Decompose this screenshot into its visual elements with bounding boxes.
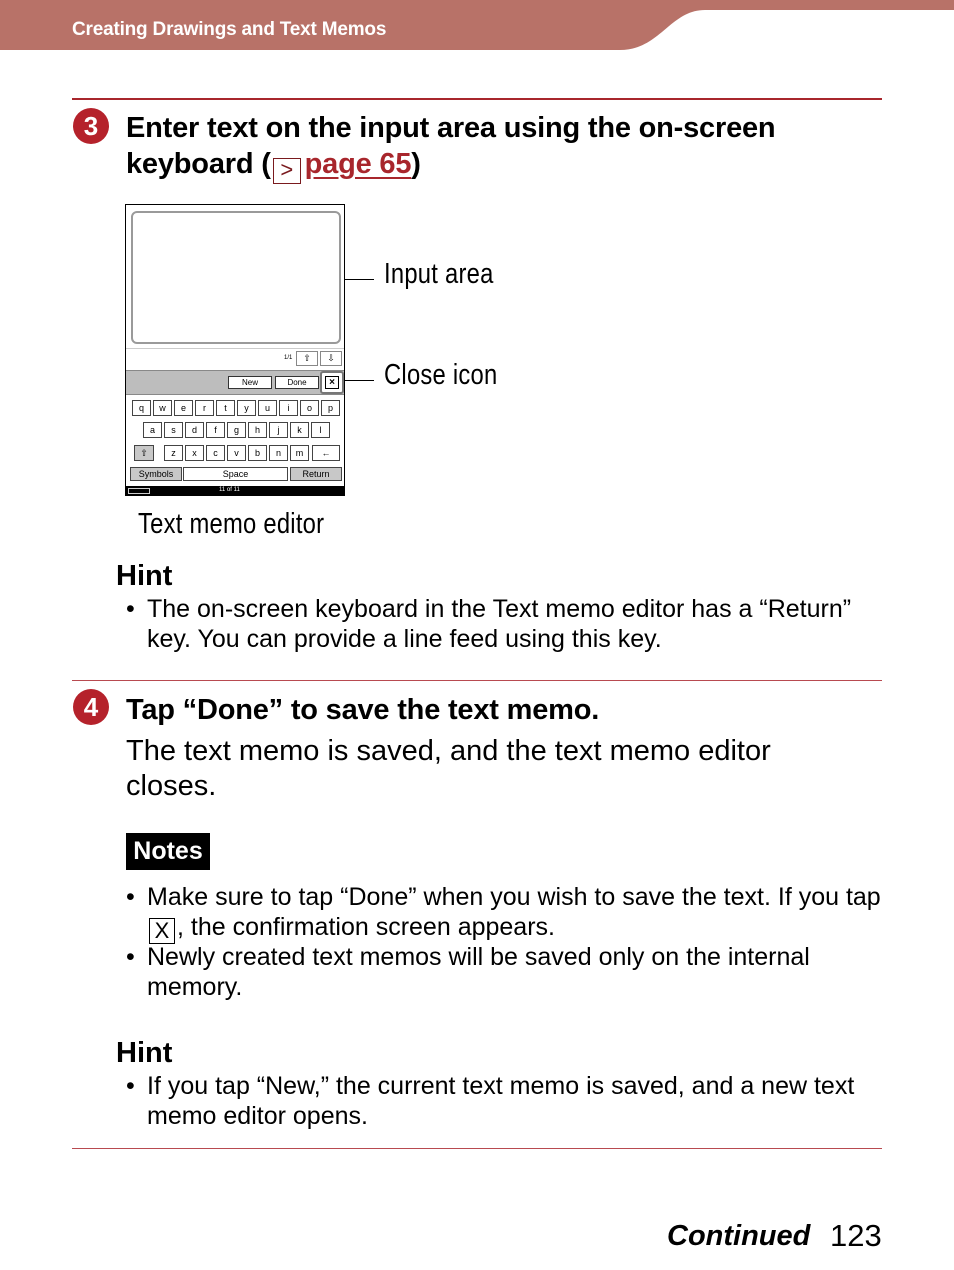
notes-bullet-2-text: Newly created text memos will be saved only on the internal memory. (147, 943, 810, 1001)
header-title: Creating Drawings and Text Memos (72, 19, 387, 40)
page-down-icon[interactable]: ⇩ (320, 351, 342, 366)
notes-badge: Notes (126, 833, 210, 870)
done-button[interactable]: Done (275, 376, 319, 389)
key-v[interactable]: v (227, 445, 246, 461)
key-s[interactable]: s (164, 422, 183, 438)
key-q[interactable]: q (132, 400, 151, 416)
hint-bullet-text: The on-screen keyboard in the Text memo editor has a “Return” key. You can provide a line feed using this key. (147, 595, 852, 653)
backspace-key-icon[interactable]: ← (312, 445, 340, 461)
page-number: 123 (830, 1218, 882, 1253)
page-up-icon[interactable]: ⇧ (296, 351, 318, 366)
key-h[interactable]: h (248, 422, 267, 438)
step-3-title-post: ) (411, 148, 421, 180)
bullet-dot-icon: • (126, 943, 135, 971)
battery-icon (128, 488, 150, 494)
step-4-title: Tap “Done” to save the text memo. (126, 694, 600, 726)
status-bar (126, 486, 344, 495)
hint-heading: Hint (116, 560, 173, 592)
paging-indicator: 1/1 (284, 355, 293, 361)
key-i[interactable]: i (279, 400, 298, 416)
page-65-link[interactable]: page 65 (304, 148, 412, 180)
continued-label: Continued (667, 1220, 811, 1252)
paging-bar (126, 348, 344, 371)
key-k[interactable]: k (290, 422, 309, 438)
key-d[interactable]: d (185, 422, 204, 438)
bullet-dot-icon: • (126, 1072, 135, 1100)
text-memo-editor-screenshot (125, 204, 345, 496)
section-rule (72, 98, 882, 100)
hint-bullet (126, 1071, 886, 1131)
hint-bullet (126, 594, 886, 654)
key-w[interactable]: w (153, 400, 172, 416)
step-3-title-pre: keyboard ( (126, 148, 271, 180)
key-j[interactable]: j (269, 422, 288, 438)
key-c[interactable]: c (206, 445, 225, 461)
status-page: 11 of 11 (219, 487, 240, 493)
close-icon[interactable] (320, 371, 344, 394)
shift-key-icon[interactable]: ⇧ (134, 445, 154, 461)
step-3-badge: 3 (73, 108, 109, 144)
step-4-badge: 4 (73, 689, 109, 725)
close-icon-callout-line (344, 380, 374, 381)
notes-bullet-1-text-pre: Make sure to tap “Done” when you wish to save the text. If you tap (147, 883, 881, 911)
key-f[interactable]: f (206, 422, 225, 438)
key-u[interactable]: u (258, 400, 277, 416)
key-y[interactable]: y (237, 400, 256, 416)
input-area-callout-line (344, 279, 374, 280)
step-3-title-line1: Enter text on the input area using the on-screen (126, 112, 776, 144)
key-x[interactable]: x (185, 445, 204, 461)
key-r[interactable]: r (195, 400, 214, 416)
key-b[interactable]: b (248, 445, 267, 461)
step-3-title-line2 (126, 146, 775, 184)
close-x-icon: X (149, 918, 175, 944)
key-o[interactable]: o (300, 400, 319, 416)
notes-bullet-2 (126, 942, 886, 1002)
space-key[interactable]: Space (183, 467, 288, 481)
input-area[interactable] (131, 211, 341, 344)
new-button[interactable]: New (228, 376, 272, 389)
key-m[interactable]: m (290, 445, 309, 461)
hint-bullet-text: If you tap “New,” the current text memo is saved, and a new text memo editor opens. (147, 1072, 855, 1130)
return-key[interactable]: Return (290, 467, 342, 481)
symbols-key[interactable]: Symbols (130, 467, 182, 481)
editor-toolbar (126, 370, 344, 395)
figure-caption: Text memo editor (138, 508, 325, 540)
page-link-arrow-icon: > (273, 158, 301, 184)
bullet-dot-icon: • (126, 595, 135, 623)
step-3-title (126, 110, 775, 184)
hint-heading: Hint (116, 1037, 173, 1069)
key-p[interactable]: p (321, 400, 340, 416)
input-area-callout: Input area (384, 258, 494, 290)
key-e[interactable]: e (174, 400, 193, 416)
close-glyph: × (325, 376, 339, 389)
close-icon-callout: Close icon (384, 359, 498, 391)
section-rule (72, 680, 882, 681)
header-bar (0, 0, 954, 52)
notes-bullet-1 (126, 882, 886, 944)
bullet-dot-icon: • (126, 883, 135, 911)
key-a[interactable]: a (143, 422, 162, 438)
section-rule (72, 1148, 882, 1149)
key-t[interactable]: t (216, 400, 235, 416)
key-n[interactable]: n (269, 445, 288, 461)
key-z[interactable]: z (164, 445, 183, 461)
key-g[interactable]: g (227, 422, 246, 438)
step-4-body: The text memo is saved, and the text memo editor closes. (126, 735, 771, 802)
notes-bullet-1-text-post: , the confirmation screen appears. (177, 913, 555, 941)
key-l[interactable]: l (311, 422, 330, 438)
